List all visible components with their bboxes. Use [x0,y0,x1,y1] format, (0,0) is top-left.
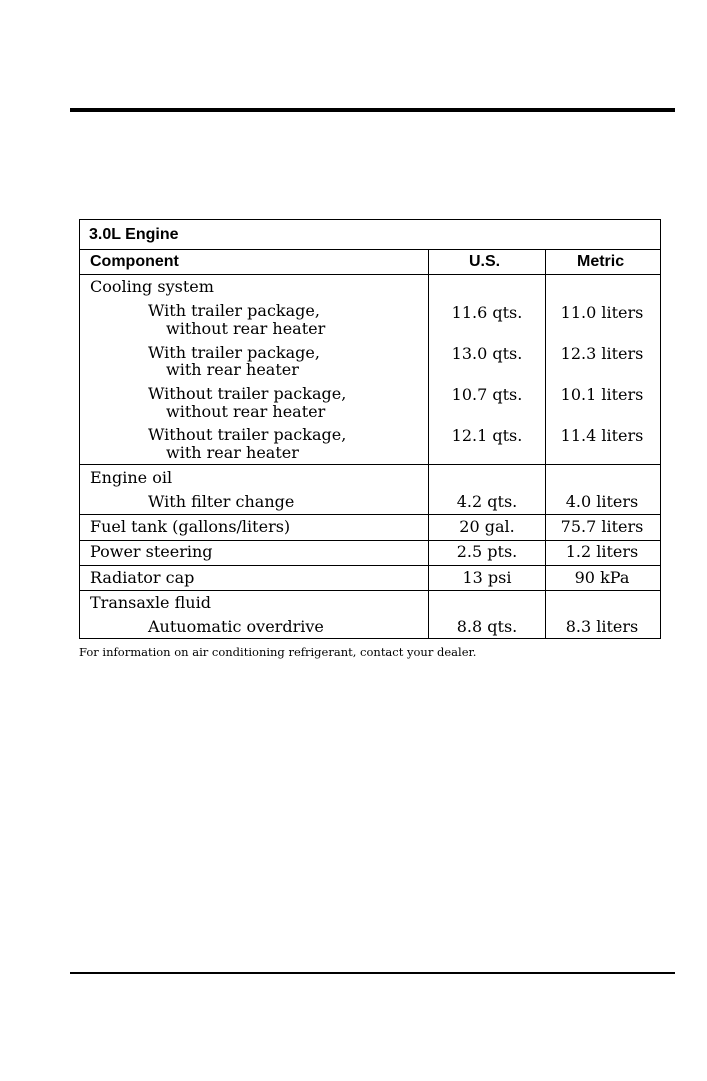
fuel-tank-us: 20 gal. [459,517,515,536]
engine-oil-sub: With filter change [148,492,295,511]
top-rule [70,108,675,112]
divider [80,590,660,591]
bottom-rule [70,972,675,974]
cooling-item-line1: Without trailer package, [148,425,347,444]
cooling-item-line2: with rear heater [166,360,299,379]
cooling-metric-value: 11.0 liters [560,303,644,322]
power-steering-metric: 1.2 liters [565,542,639,561]
cooling-item-line2: with rear heater [166,443,299,462]
divider [80,540,660,541]
divider [80,514,660,515]
transaxle-metric: 8.3 liters [565,617,639,636]
radiator-cap-metric: 90 kPa [574,568,630,587]
divider [80,565,660,566]
cooling-us-value: 12.1 qts. [451,426,523,445]
column-divider [428,249,429,639]
cooling-item-line2: without rear heater [166,402,326,421]
cooling-item-line1: With trailer package, [148,343,320,362]
divider [80,274,660,275]
header-us: U.S. [469,253,501,270]
cooling-metric-value: 11.4 liters [560,426,644,445]
fuel-tank-metric: 75.7 liters [560,517,644,536]
cooling-metric-value: 12.3 liters [560,344,644,363]
radiator-cap-us: 13 psi [462,568,512,587]
row-label-fuel-tank: Fuel tank (gallons/liters) [90,517,291,536]
cooling-us-value: 11.6 qts. [451,303,523,322]
power-steering-us: 2.5 pts. [456,542,518,561]
row-label-power-steering: Power steering [90,542,213,561]
capacities-table [79,219,661,639]
cooling-metric-value: 10.1 liters [560,385,644,404]
engine-oil-metric: 4.0 liters [565,492,639,511]
cooling-us-value: 13.0 qts. [451,344,523,363]
divider [80,464,660,465]
divider [80,249,660,250]
header-metric: Metric [577,253,625,270]
row-label-radiator-cap: Radiator cap [90,568,195,587]
transaxle-us: 8.8 qts. [456,617,518,636]
footnote: For information on air conditioning refrigerant, contact your dealer. [79,645,477,659]
row-label-cooling: Cooling system [90,277,214,296]
table-title: 3.0L Engine [89,226,179,243]
cooling-item-line1: With trailer package, [148,301,320,320]
transaxle-sub: Autuomatic overdrive [148,617,324,636]
engine-oil-us: 4.2 qts. [456,492,518,511]
header-component: Component [90,253,179,270]
row-label-engine-oil: Engine oil [90,468,173,487]
row-label-transaxle: Transaxle fluid [90,593,211,612]
cooling-item-line1: Without trailer package, [148,384,347,403]
cooling-item-line2: without rear heater [166,319,326,338]
cooling-us-value: 10.7 qts. [451,385,523,404]
